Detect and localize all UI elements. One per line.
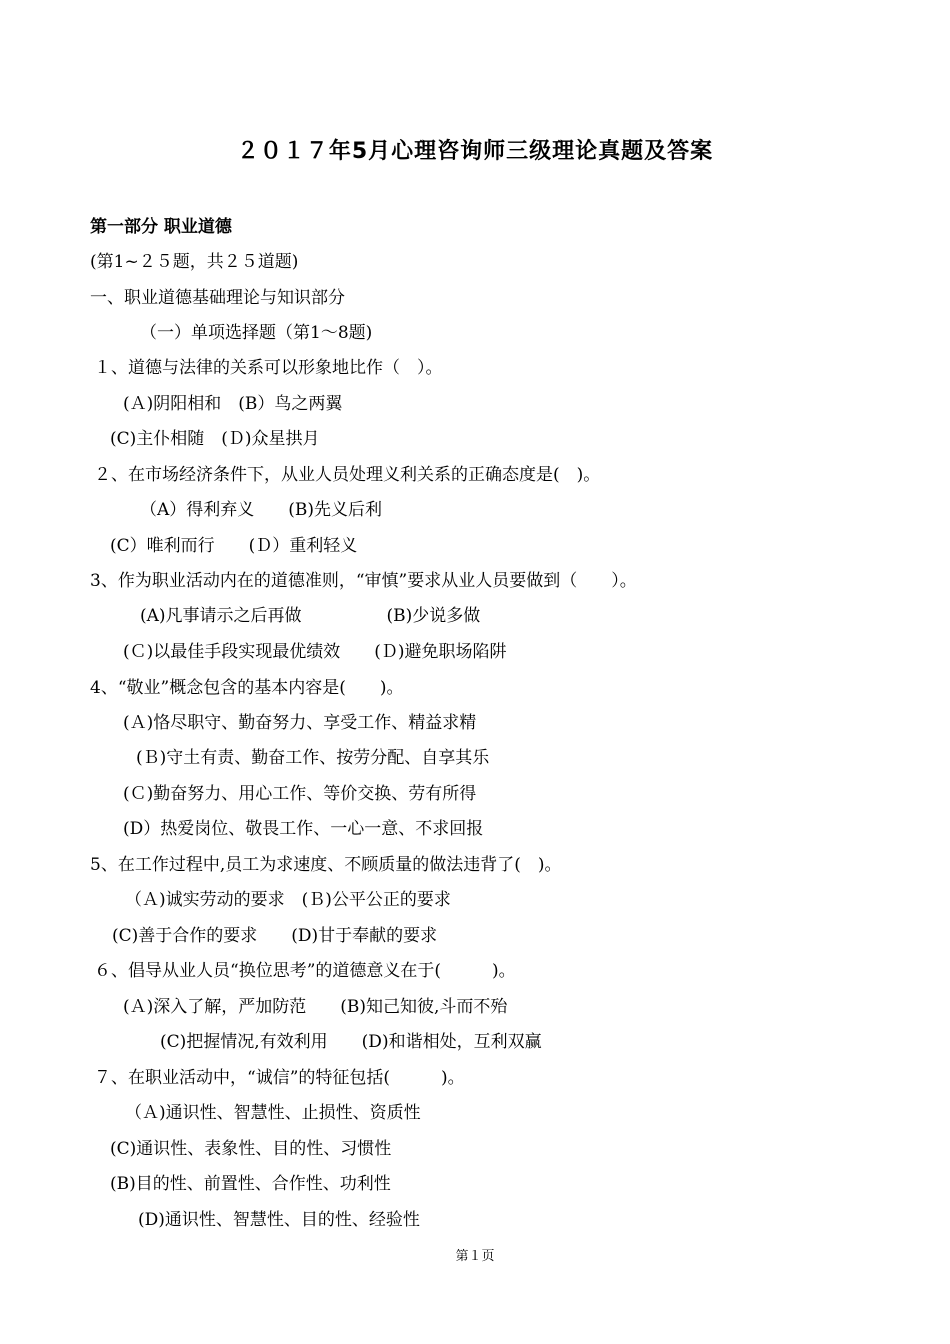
question-1-options-cd: (C)主仆相随 (Ｄ)众星拱月	[110, 429, 320, 449]
section-range: (第1~２５题，共２５道题)	[90, 252, 299, 272]
question-3-stem: 3、作为职业活动内在的道德准则，“审慎”要求从业人员要做到（ ）。	[90, 571, 637, 591]
question-6-stem: ６、倡导从业人员“换位思考”的道德意义在于( )。	[94, 961, 516, 981]
question-5-options-cd: (C)善于合作的要求 (D)甘于奉献的要求	[112, 926, 438, 946]
question-7-option-c: (C)通识性、表象性、目的性、习惯性	[110, 1139, 392, 1159]
question-7-stem: ７、在职业活动中，“诚信”的特征包括( )。	[94, 1068, 465, 1088]
question-7-option-b: (B)目的性、前置性、合作性、功利性	[110, 1174, 391, 1194]
question-5-stem: 5、在工作过程中,员工为求速度、不顾质量的做法违背了( )。	[90, 855, 562, 875]
question-5-options-ab: （Ａ)诚实劳动的要求 (Ｂ)公平公正的要求	[125, 890, 451, 910]
question-4-option-a: (Ａ)恪尽职守、勤奋努力、享受工作、精益求精	[123, 713, 477, 733]
question-3-options-ab: (A)凡事请示之后再做 (B)少说多做	[140, 606, 481, 626]
question-4-stem: 4、“敬业”概念包含的基本内容是( )。	[90, 678, 404, 698]
question-7-option-a: （Ａ)通识性、智慧性、止损性、资质性	[125, 1103, 421, 1123]
part-heading: 一、职业道德基础理论与知识部分	[90, 288, 345, 308]
section-heading: 第一部分 职业道德	[90, 217, 232, 237]
question-7-option-d: (D)通识性、智慧性、目的性、经验性	[138, 1210, 420, 1230]
subpart-heading: （一）单项选择题（第1～8题)	[140, 323, 373, 343]
document-title: ２０１７年5月心理咨询师三级理论真题及答案	[236, 139, 714, 164]
question-1-stem: １、道德与法律的关系可以形象地比作（ ）。	[94, 358, 443, 378]
question-4-option-b: (Ｂ)守土有责、勤奋工作、按劳分配、自享其乐	[136, 748, 490, 768]
question-2-options-cd: (C）唯利而行 (Ｄ）重利轻义	[110, 536, 358, 556]
question-2-options-ab: （A）得利弃义 (B)先义后利	[140, 500, 383, 520]
question-4-option-d: (D）热爱岗位、敬畏工作、一心一意、不求回报	[123, 819, 484, 839]
question-2-stem: ２、在市场经济条件下，从业人员处理义利关系的正确态度是( )。	[94, 465, 601, 485]
question-6-options-cd: (C)把握情况,有效利用 (D)和谐相处，互利双赢	[160, 1032, 542, 1052]
question-1-options-ab: (Ａ)阴阳相和 (B）鸟之两翼	[123, 394, 343, 414]
question-3-options-cd: (Ｃ)以最佳手段实现最优绩效 (Ｄ)避免职场陷阱	[123, 642, 507, 662]
question-4-option-c: (Ｃ)勤奋努力、用心工作、等价交换、劳有所得	[123, 784, 477, 804]
page-number: 第１页	[455, 1249, 495, 1264]
question-6-options-ab: (Ａ)深入了解，严加防范 (B)知己知彼,斗而不殆	[123, 997, 508, 1017]
